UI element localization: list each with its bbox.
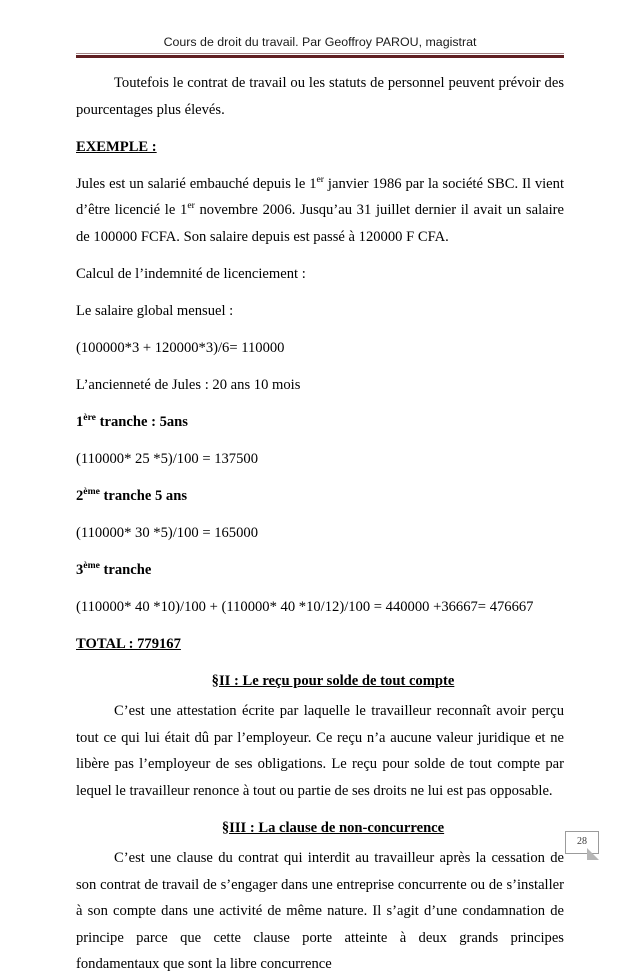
- tranche-3-label: tranche: [99, 561, 152, 578]
- paragraph-clause-non-concurrence: C’est une clause du contrat qui interdit au travailleur après la cessation de son contrat de travail de s’engager dans une entreprise concurrente ou de s’installer à son compte dans une activité de même nature. Il s’agit d’une condamnation de principe parce que cette clause porte atteinte à deux grands principes fondamentaux que sont la libre concurrence: [76, 850, 564, 972]
- line-anciennete: L’ancienneté de Jules : 20 ans 10 mois: [76, 376, 301, 393]
- page-number-value: 28: [577, 836, 587, 847]
- section-2-heading-wrap: [76, 668, 564, 695]
- section-3-heading: §III : La clause de non-concurrence: [221, 819, 445, 836]
- section-2-heading: §II : Le reçu pour solde de tout compte: [211, 672, 455, 689]
- tranche-1-number: 1: [76, 413, 84, 430]
- exemple-superscript-2: er: [187, 200, 195, 212]
- folded-corner-icon: [587, 848, 599, 860]
- paragraph-exemple: [76, 171, 564, 251]
- paragraph-recu-solde: C’est une attestation écrite par laquelle le travailleur reconnaît avoir perçu tout ce qui lui était dû par l’employeur. Ce reçu n’a aucune valeur juridique et ne libère pas l’employeur de ses obligations. Le reçu pour solde de tout compte par lequel le travailleur renonce à tout ou partie de ses droits ne lui est pas opposable.: [76, 703, 564, 799]
- exemple-text-part-3: novembre 2006. Jusqu’au 31 juillet dernier il avait un salaire de 100000 FCFA. Son salaire depuis est passé à 120000 F CFA.: [76, 202, 564, 245]
- page-header: [76, 34, 564, 58]
- line-salaire-calcul: (100000*3 + 120000*3)/6= 110000: [76, 339, 285, 356]
- header-divider-thick-line: [76, 55, 564, 58]
- tranche-2-heading: [76, 483, 564, 510]
- tranche-1-calculation: (110000* 25 *5)/100 = 137500: [76, 450, 258, 467]
- tranche-3-heading: [76, 557, 564, 584]
- total-line: [76, 631, 564, 658]
- page-number-badge: [565, 831, 601, 856]
- exemple-label-line: [76, 134, 564, 161]
- tranche-1-label: tranche : 5ans: [95, 413, 188, 430]
- tranche-3-number: 3: [76, 561, 84, 578]
- total-label: TOTAL : 779167: [76, 635, 181, 652]
- section-3-heading-wrap: [76, 815, 564, 842]
- tranche-1-heading: [76, 409, 564, 436]
- tranche-1-superscript: ère: [83, 411, 96, 423]
- document-body: [76, 70, 564, 978]
- exemple-label: EXEMPLE :: [76, 138, 157, 155]
- header-title: Cours de droit du travail. Par Geoffroy PAROU, magistrat: [163, 35, 477, 49]
- exemple-superscript-1: er: [316, 173, 325, 185]
- tranche-3-calculation: (110000* 40 *10)/100 + (110000* 40 *10/12)/100 = 440000 +36667= 476667: [76, 598, 534, 615]
- tranche-2-label: tranche 5 ans: [99, 487, 188, 504]
- tranche-2-number: 2: [76, 487, 84, 504]
- paragraph-intro: Toutefois le contrat de travail ou les statuts de personnel peuvent prévoir des pourcentages plus élevés.: [76, 75, 564, 118]
- line-salaire-global: Le salaire global mensuel :: [76, 302, 234, 319]
- line-calcul-indemnite: Calcul de l’indemnité de licenciement :: [76, 265, 306, 282]
- tranche-3-superscript: ème: [83, 559, 100, 571]
- tranche-2-calculation: (110000* 30 *5)/100 = 165000: [76, 524, 258, 541]
- exemple-text-part-2: janvier 1986 par la société SBC. Il vient d’être licencié le 1: [76, 175, 565, 218]
- header-divider: [76, 53, 564, 58]
- exemple-text-part-1: Jules est un salarié embauché depuis le 1: [76, 175, 317, 192]
- tranche-2-superscript: ème: [83, 485, 100, 497]
